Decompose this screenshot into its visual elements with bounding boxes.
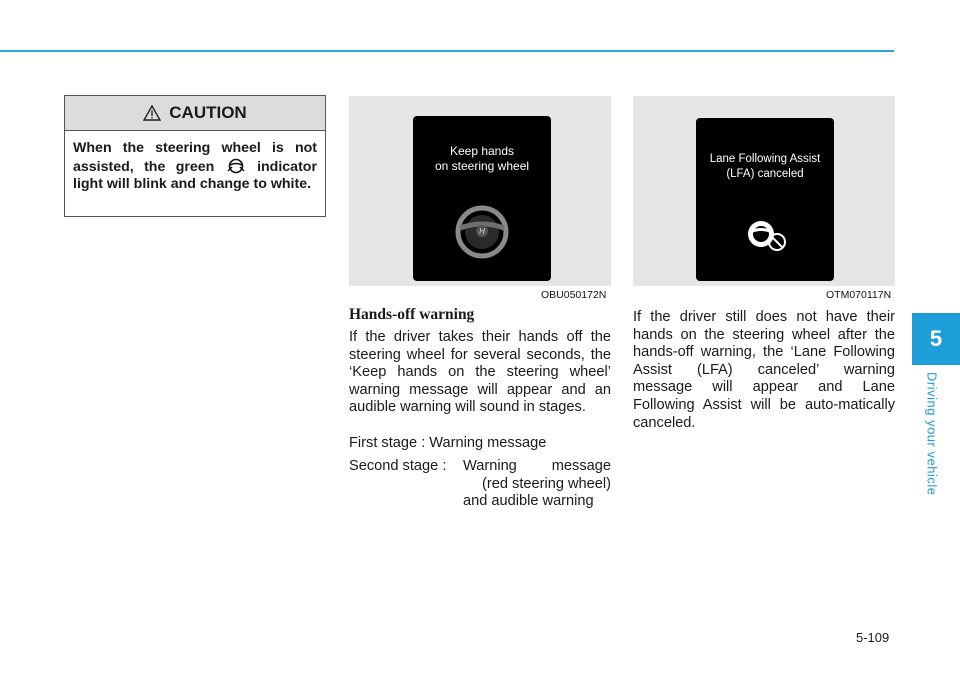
caution-title: CAUTION [169,103,247,122]
caution-box [64,95,326,217]
first-stage-value: Warning message [429,435,547,451]
caution-text-part2: indicator light will blink and change to white. [73,158,317,192]
svg-text:H: H [479,227,485,236]
right-paragraph: If the driver still does not have their hands on the steering wheel after the hands-off warning, the ‘Lane Following Assist (LFA) canceled’ warning message will appear and Lane Following Assist will be auto-matically canceled. [633,309,895,431]
screen-message: Lane Following Assist (LFA) canceled [709,153,821,180]
second-stage-label: Second stage [349,458,439,474]
first-stage-label: First stage [349,435,418,451]
steering-wheel-icon [447,202,517,262]
cluster-screen [413,116,551,281]
top-rule [0,50,894,52]
figure-code: OBU050172N [541,289,607,301]
figure-lfa-canceled [633,96,895,286]
second-stage-row: Second stage : [349,458,447,474]
caution-header [65,96,325,131]
first-stage-row: First stage : Warning message [349,435,547,451]
second-stage-value: Warning message (red steering wheel) and audible warning [463,458,611,510]
chapter-tab [912,313,960,365]
chapter-label: Driving your vehicle [924,372,940,496]
page-number: 5-109 [856,630,890,645]
figure-keep-hands [349,96,611,286]
chapter-number: 5 [929,326,943,351]
caution-text [65,131,325,194]
section-body: If the driver takes their hands off the steering wheel for several seconds, the ‘Keep hands on the steering wheel’ warning message will appear and an audible warning will sound in stages. [349,329,611,416]
warning-triangle-icon [143,105,161,121]
cluster-screen [696,118,834,281]
figure-code: OTM070117N [826,289,892,301]
section-heading: Hands-off warning [349,306,475,323]
caution-text-part1: When the steering wheel is not assisted, the green [73,140,317,175]
screen-message: Keep hands on steering wheel [434,144,530,173]
lfa-off-icon [744,218,790,254]
steering-wheel-icon [227,158,245,174]
